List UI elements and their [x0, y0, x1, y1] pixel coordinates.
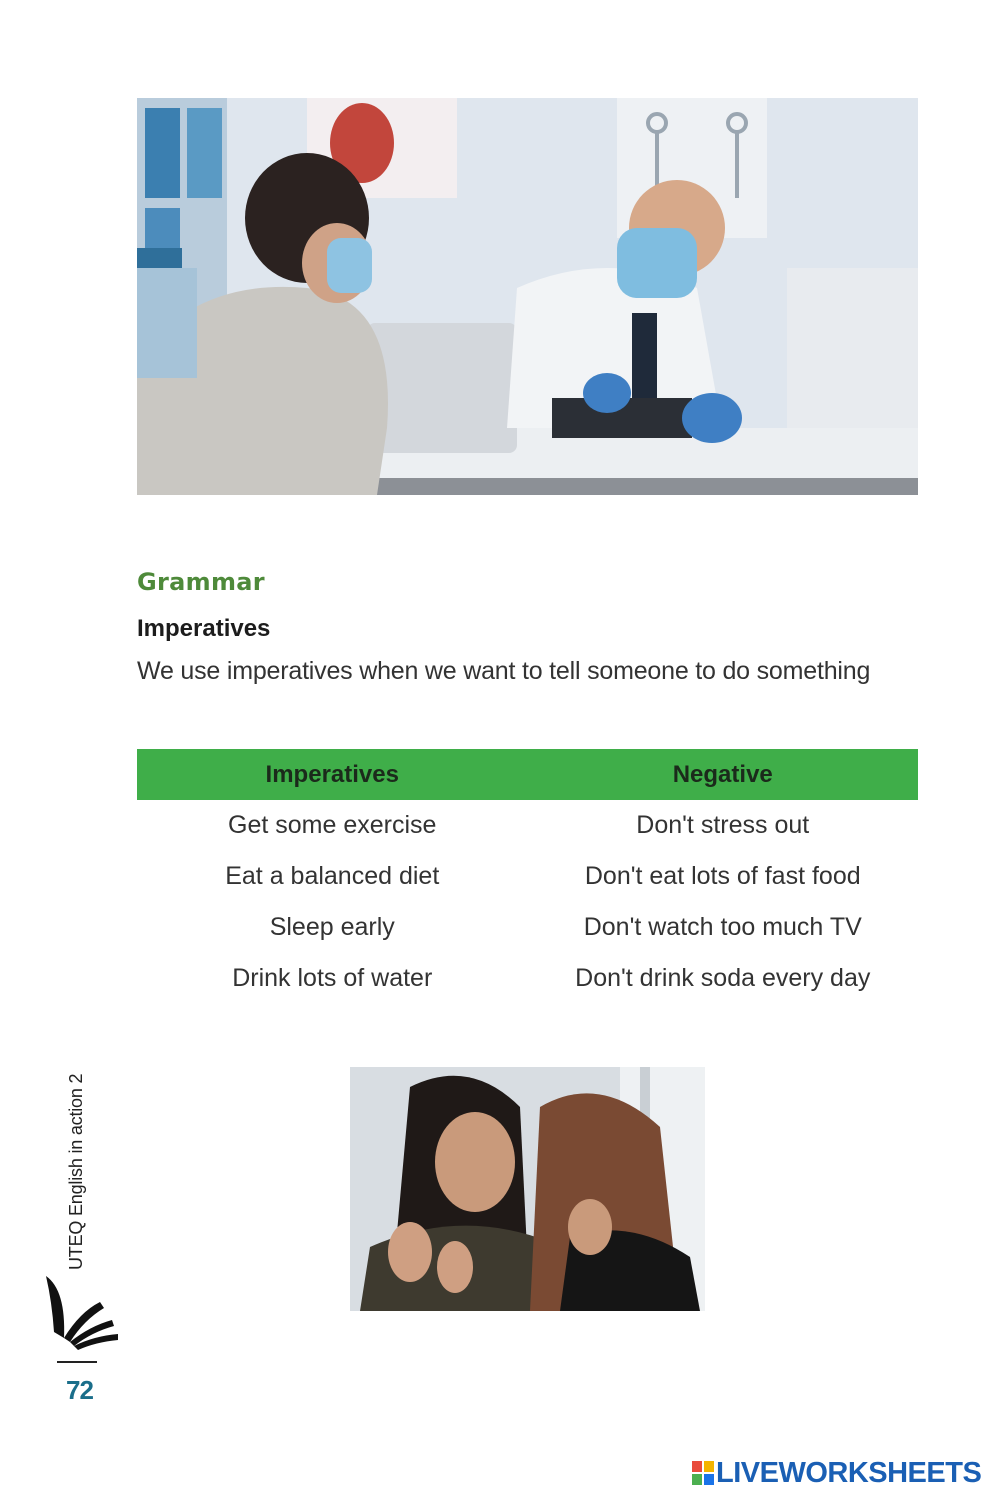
liveworksheets-icon — [692, 1461, 714, 1485]
open-book-icon — [40, 1272, 120, 1352]
column-header-negative: Negative — [528, 749, 919, 800]
liveworksheets-logo — [692, 1456, 981, 1490]
column-header-imperatives: Imperatives — [137, 749, 528, 800]
table-header-row — [137, 749, 918, 800]
doctor-patient-photo — [137, 98, 918, 495]
negative-cell: Don't eat lots of fast food — [584, 862, 861, 890]
table-row — [137, 953, 918, 1004]
imperative-cell: Drink lots of water — [232, 964, 433, 992]
page-number-rule — [57, 1361, 97, 1363]
grammar-explanation: We use imperatives when we want to tell someone to do something — [137, 657, 871, 685]
page-number: 72 — [66, 1375, 93, 1405]
grammar-topic-heading: Imperatives — [137, 615, 271, 642]
imperative-cell: Eat a balanced diet — [225, 862, 440, 890]
section-title: Grammar — [137, 568, 265, 596]
imperatives-table — [137, 749, 918, 1004]
book-title-vertical: UTEQ English in action 2 — [66, 1073, 86, 1270]
imperative-cell: Sleep early — [269, 913, 395, 941]
negative-cell: Don't watch too much TV — [583, 913, 862, 941]
two-women-talking-photo — [350, 1067, 705, 1311]
negative-cell: Don't stress out — [636, 811, 810, 839]
negative-cell: Don't drink soda every day — [575, 964, 871, 992]
table-row — [137, 851, 918, 902]
table-row — [137, 902, 918, 953]
imperative-cell: Get some exercise — [228, 811, 437, 839]
table-row — [137, 800, 918, 851]
liveworksheets-wordmark: LIVEWORKSHEETS — [716, 1456, 982, 1489]
